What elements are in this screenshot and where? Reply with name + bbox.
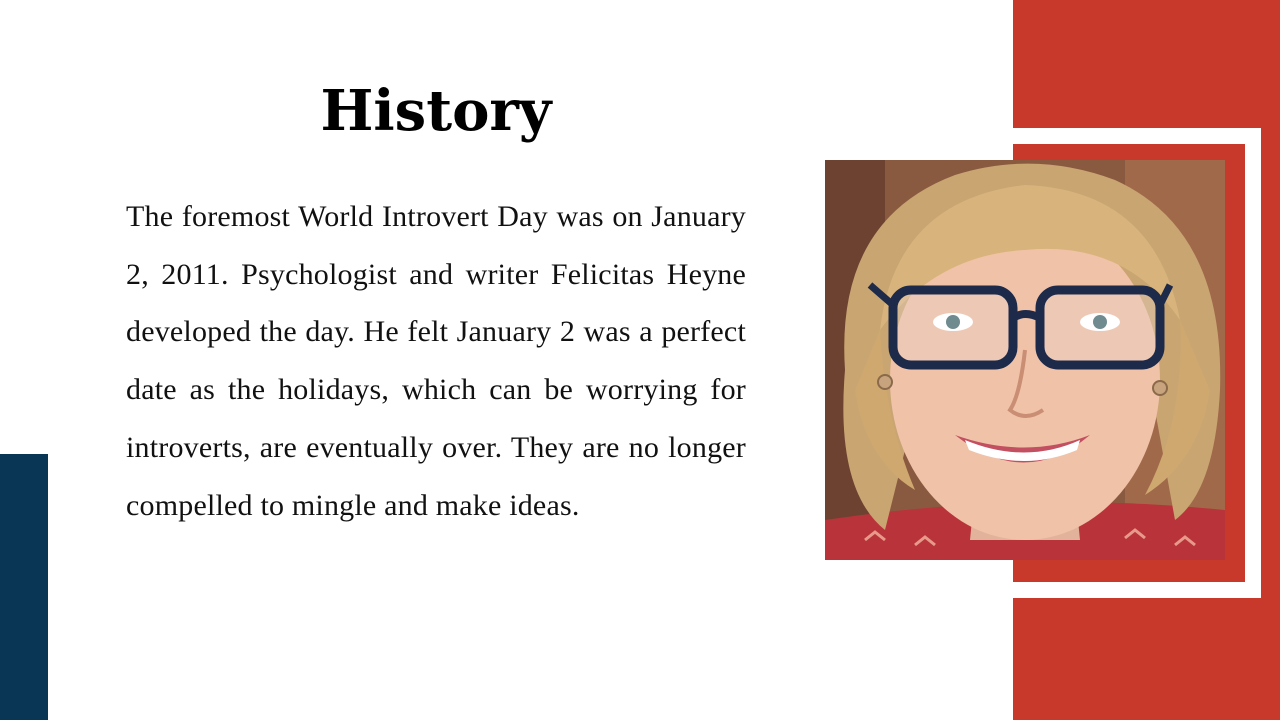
history-paragraph: The foremost World Introvert Day was on January 2, 2011. Psychologist and writer Felicitas Heyne developed the day. He felt January 2 was a perfect date as the holidays, which can be worrying for introverts, are eventually over. They are no longer compelled to mingle and make ideas. — [126, 200, 746, 522]
left-accent-bar — [0, 454, 48, 720]
portrait-photo — [825, 160, 1225, 560]
portrait-illustration — [825, 160, 1225, 560]
slide-title: History — [320, 78, 552, 144]
